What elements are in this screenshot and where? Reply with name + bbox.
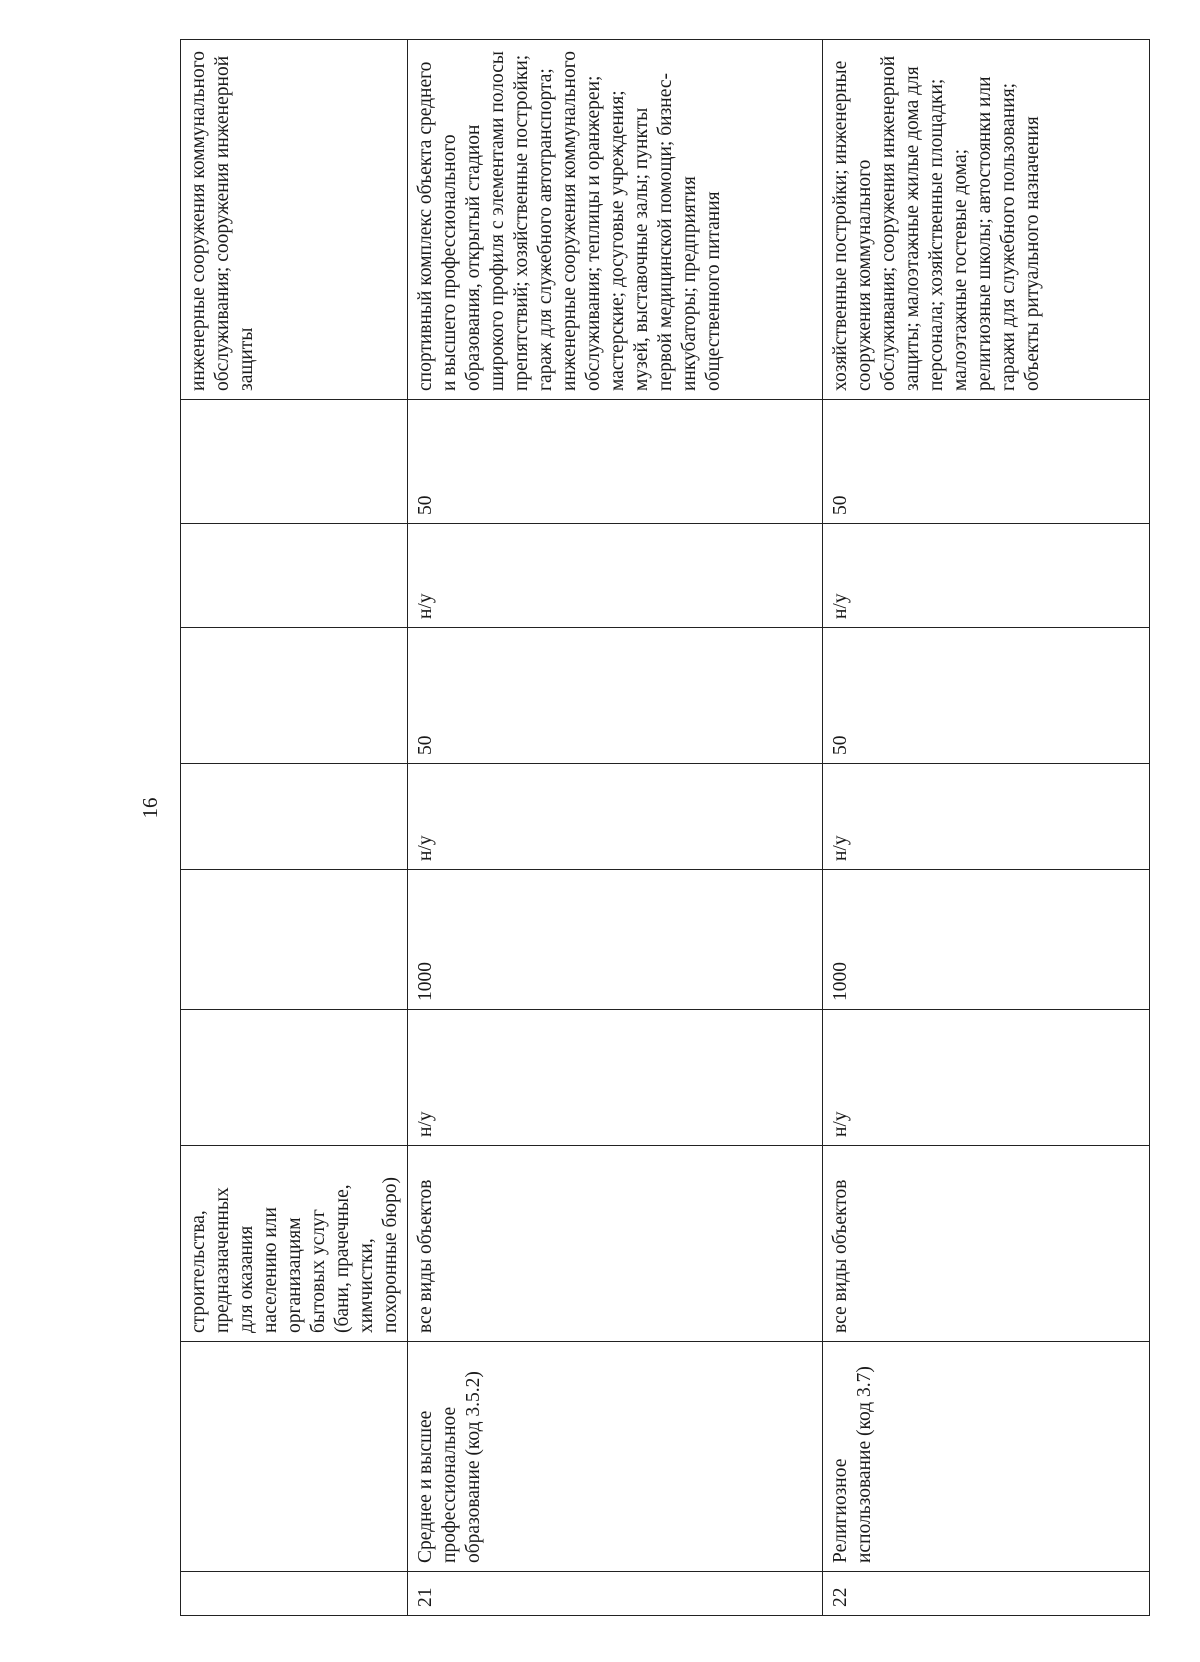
cell-param-b: 1000 [408,870,823,1010]
cell-param-d [181,628,408,764]
cell-param-c [181,764,408,870]
cell-number: 22 [823,1572,1150,1616]
cell-object-kind: строительства, предназначенных для оказания населению или организациям бытовых услуг (бани, прачечные, химчистки, похоронные бюро) [181,1146,408,1342]
table-row-continuation [181,40,408,1616]
cell-use-name: Среднее и высшее профессиональное образование (код 3.5.2) [408,1342,823,1572]
land-use-regulations-table [180,39,1150,1616]
cell-number [181,1572,408,1616]
cell-param-e: н/у [408,524,823,628]
cell-param-c: н/у [823,764,1150,870]
cell-object-kind: все виды объектов [823,1146,1150,1342]
cell-param-d: 50 [408,628,823,764]
table-row-21 [408,40,823,1616]
cell-number: 21 [408,1572,823,1616]
regulations-table-wrapper [180,40,1110,1616]
cell-use-name: Религиозное использование (код 3.7) [823,1342,1150,1572]
cell-param-f: 50 [823,400,1150,524]
cell-param-d: 50 [823,628,1150,764]
cell-param-e: н/у [823,524,1150,628]
cell-param-a: н/у [823,1010,1150,1146]
cell-auxiliary-uses: инженерные сооружения коммунального обслуживания; сооружения инженерной защиты [181,40,408,400]
cell-param-f: 50 [408,400,823,524]
cell-auxiliary-uses: хозяйственные постройки; инженерные сооружения коммунального обслуживания; сооружения инженерной защиты; малоэтажные жилые дома для персонала; хозяйственные площадки; малоэтажные гостевые дома; религиозные школы; автостоянки или гаражи для служебного пользования; объекты ритуального назначения [823,40,1150,400]
cell-param-c: н/у [408,764,823,870]
cell-use-name [181,1342,408,1572]
cell-object-kind: все виды объектов [408,1146,823,1342]
page-number: 16 [137,797,162,819]
cell-param-b: 1000 [823,870,1150,1010]
cell-param-a: н/у [408,1010,823,1146]
cell-param-f [181,400,408,524]
table-row-22 [823,40,1150,1616]
cell-param-e [181,524,408,628]
cell-auxiliary-uses: спортивный комплекс объекта среднего и высшего профессионального образования, открытый стадион широкого профиля с элементами полосы препятствий; хозяйственные постройки; гараж для служебного автотранспорта; инженерные сооружения коммунального обслуживания; теплицы и оранжереи; мастерские; досуговые учреждения; музей, выставочные залы; пункты первой медицинской помощи; бизнес-инкубаторы; предприятия общественного питания [408,40,823,400]
cell-param-b [181,870,408,1010]
cell-param-a [181,1010,408,1146]
